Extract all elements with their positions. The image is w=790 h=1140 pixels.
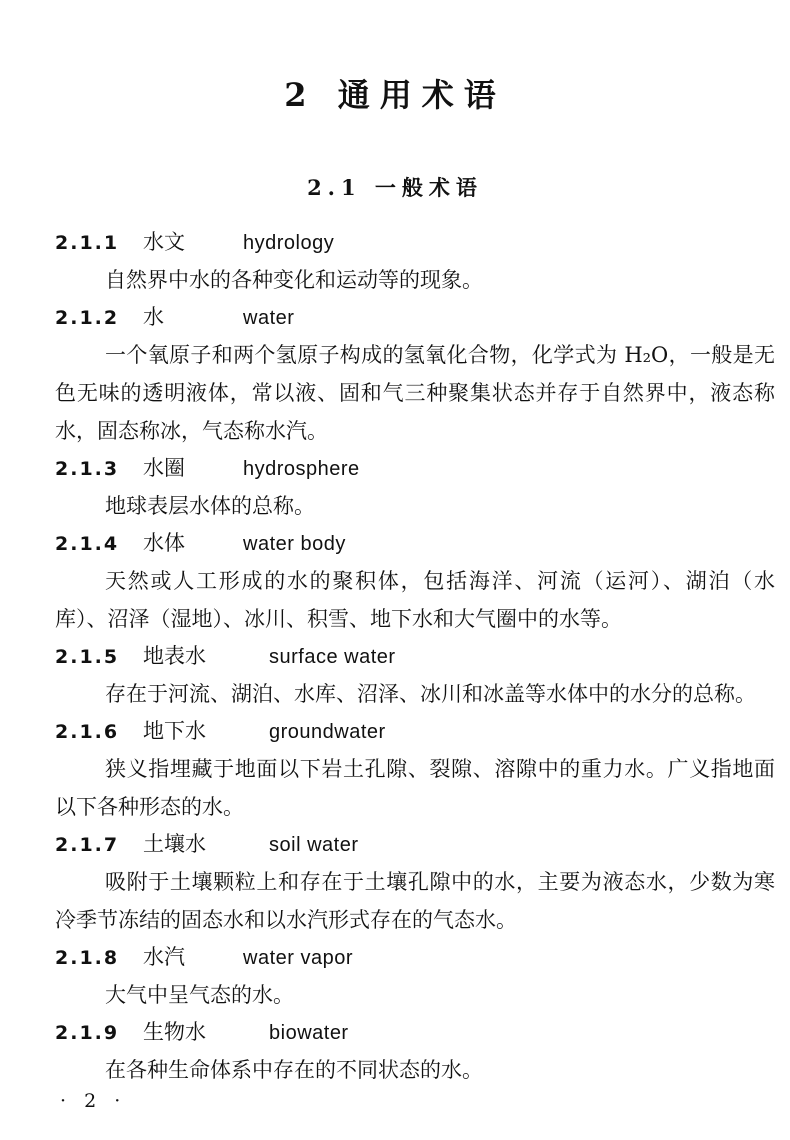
term-heading	[55, 299, 775, 336]
term-entry	[55, 450, 775, 525]
term-english: hydrology	[243, 232, 335, 254]
term-chinese: 水体	[143, 531, 185, 555]
term-definition: 自然界中水的各种变化和运动等的现象。	[105, 268, 483, 292]
term-chinese: 生物水	[143, 1020, 206, 1044]
term-heading	[55, 713, 775, 750]
term-number: 2.1.1	[55, 232, 120, 254]
term-heading	[55, 525, 775, 562]
term-definition: 吸附于土壤颗粒上和存在于土壤孔隙中的水，主要为液态水，少数为寒冷季节冻结的固态水和以水汽形式存在的气态水。	[55, 870, 775, 932]
term-heading	[55, 826, 775, 863]
term-entry	[55, 638, 775, 713]
term-number: 2.1.7	[55, 834, 120, 856]
term-heading	[55, 1014, 775, 1051]
term-definition: 狭义指埋藏于地面以下岩土孔隙、裂隙、溶隙中的重力水。广义指地面以下各种形态的水。	[55, 757, 775, 819]
term-heading	[55, 450, 775, 487]
section-title: 2.1 一般术语	[307, 175, 483, 200]
term-entry	[55, 1014, 775, 1089]
term-definition: 天然或人工形成的水的聚积体，包括海洋、河流（运河）、湖泊（水库）、沼泽（湿地）、冰川、积雪、地下水和大气圈中的水等。	[55, 569, 775, 631]
term-entry	[55, 224, 775, 299]
term-chinese: 地表水	[143, 644, 206, 668]
page-number: · 2 ·	[60, 1090, 127, 1112]
term-english: groundwater	[269, 721, 386, 743]
term-chinese: 水	[143, 305, 164, 329]
term-number: 2.1.8	[55, 947, 120, 969]
term-entry	[55, 713, 775, 826]
term-heading	[55, 939, 775, 976]
chapter-title: 2 通用术语	[284, 76, 506, 114]
term-heading	[55, 638, 775, 675]
term-english: water body	[243, 533, 346, 555]
term-english: water	[243, 307, 295, 329]
term-definition: 存在于河流、湖泊、水库、沼泽、冰川和冰盖等水体中的水分的总称。	[105, 682, 756, 706]
term-number: 2.1.2	[55, 307, 120, 329]
term-chinese: 水汽	[143, 945, 185, 969]
term-definition: 一个氧原子和两个氢原子构成的氢氧化合物，化学式为 H₂O，一般是无色无味的透明液体，常以液、固和气三种聚集状态并存于自然界中，液态称水，固态称冰，气态称水汽。	[55, 343, 775, 443]
term-heading	[55, 224, 775, 261]
term-number: 2.1.5	[55, 646, 120, 668]
term-definition: 大气中呈气态的水。	[105, 983, 294, 1007]
term-number: 2.1.4	[55, 533, 120, 555]
term-definition: 地球表层水体的总称。	[105, 494, 315, 518]
term-english: water vapor	[243, 947, 353, 969]
term-list	[55, 224, 775, 1089]
term-entry	[55, 299, 775, 450]
term-number: 2.1.3	[55, 458, 120, 480]
term-chinese: 地下水	[143, 719, 206, 743]
term-entry	[55, 826, 775, 939]
term-number: 2.1.6	[55, 721, 120, 743]
term-english: hydrosphere	[243, 458, 360, 480]
term-chinese: 水圈	[143, 456, 185, 480]
term-entry	[55, 525, 775, 638]
term-number: 2.1.9	[55, 1022, 120, 1044]
term-definition: 在各种生命体系中存在的不同状态的水。	[105, 1058, 483, 1082]
term-chinese: 土壤水	[143, 832, 206, 856]
term-chinese: 水文	[143, 230, 185, 254]
term-english: biowater	[269, 1022, 349, 1044]
term-entry	[55, 939, 775, 1014]
term-english: surface water	[269, 646, 396, 668]
term-english: soil water	[269, 834, 359, 856]
